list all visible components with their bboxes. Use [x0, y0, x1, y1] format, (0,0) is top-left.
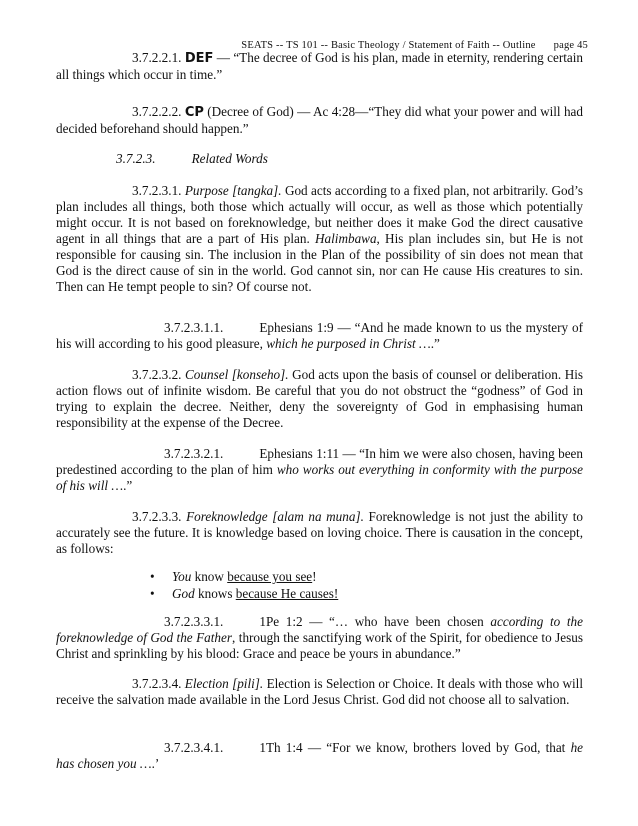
paragraph-text: God acts upon the basis of counsel or deliberation. His action flows out of infinite wisdom. Be careful that you do not obstruct the “godness” of God in trying to explain the decree. Neither, deny the sovereignty of God in emphasising human responsibility at the expense of the Decree.	[56, 367, 584, 430]
paragraph-1th-1-4	[56, 740, 583, 772]
italic-word: Halimbawa	[315, 231, 377, 246]
paragraph-cp	[56, 104, 583, 137]
paragraph-text: — “The decree of God is his plan, made in eternity, rendering certain all things which occur in time.”	[56, 50, 583, 82]
paragraph-counsel	[56, 367, 583, 431]
bullet-list	[150, 568, 580, 602]
bullet-subject: God	[172, 586, 195, 601]
purpose-term: Purpose [tangka].	[184, 183, 282, 198]
section-number: 3.7.2.3.2.	[132, 367, 182, 382]
foreknowledge-term: Foreknowledge [alam na muna].	[186, 509, 364, 524]
paragraph-def	[56, 50, 583, 83]
bullet-end: !	[312, 569, 317, 584]
closing-quote: .’	[151, 756, 160, 771]
section-number: 3.7.2.2.1.	[132, 50, 182, 65]
section-number: 3.7.2.3.1.	[132, 183, 182, 198]
bullet-verb: knows	[194, 586, 236, 601]
bullet-icon: •	[150, 586, 155, 601]
paragraph-text: Foreknowledge is not just the ability to accurately see the future. It is knowledge based on loving choice. There is causation in the concept, as follows:	[56, 509, 584, 556]
def-term: DEF	[184, 51, 214, 66]
paragraph-eph-1-11	[56, 446, 583, 494]
paragraph-foreknowledge	[56, 509, 583, 557]
paragraph-1pe-1-2	[56, 614, 583, 662]
paragraph-eph-1-9	[56, 320, 583, 352]
page-number: page 45	[553, 40, 588, 51]
paragraph-purpose	[56, 183, 583, 295]
section-number: 3.7.2.3.4.	[132, 676, 182, 691]
counsel-term: Counsel [konseho].	[185, 367, 289, 382]
header-title: SEATS -- TS 101 -- Basic Theology / Statement of Faith -- Outline	[241, 40, 536, 51]
bullet-underlined: because you see	[227, 569, 313, 584]
bullet-underlined: because He causes!	[235, 586, 339, 601]
paragraph-text: Ephesians 1:11 — “In him we were also chosen, having been predestined according to the plan of him	[56, 446, 583, 477]
list-item	[150, 585, 580, 602]
bullet-verb: know	[191, 569, 228, 584]
paragraph-text-cont: , through the sanctifying work of the Spirit, for obedience to Jesus Christ and sprinkling by his blood: Grace and peace be yours in abundance.”	[56, 630, 583, 661]
section-number: 3.7.2.3.3.	[132, 509, 182, 524]
paragraph-text: (Decree of God) — Ac 4:28—“They did what your power and will had decided beforehand should happen.”	[56, 104, 583, 136]
paragraph-text: Ephesians 1:9 — “And he made known to us the mystery of his will according to his good pleasure,	[56, 320, 583, 351]
election-term: Election [pili].	[184, 676, 264, 691]
cp-term: CP	[184, 105, 204, 120]
italic-phrase: which he purposed in Christ …	[266, 336, 431, 351]
section-number: 3.7.2.2.2.	[132, 104, 182, 119]
paragraph-text: God acts according to a fixed plan, not arbitrarily. God’s plan includes all things, both those which actually will occur, as well as those which potentially might occur. It is not based on foreknowledge, but neither does it make God the direct causative agent in all things that are a part of His plan.	[56, 183, 584, 246]
bullet-icon: •	[150, 569, 155, 584]
section-number: 3.7.2.3.1.1.	[164, 320, 224, 335]
closing-quote: .”	[123, 478, 133, 493]
italic-phrase: who works out everything in conformity with the purpose of his will …	[56, 462, 583, 493]
bullet-subject: You	[172, 569, 192, 584]
section-number: 3.7.2.3.	[116, 151, 156, 166]
italic-phrase: he has chosen you …	[56, 740, 584, 771]
paragraph-text-cont: , His plan includes sin, but He is not responsible for causing sin. The inclusion in the Plan of the possibility of sin does not mean that God is the direct cause of sin in the world. God cannot sin, nor can He cause His creatures to sin. Then can He tempt people to sin? Of course not.	[56, 231, 583, 294]
italic-phrase: according to the foreknowledge of God the Father	[56, 614, 584, 645]
paragraph-text: 1Pe 1:2 — “… who have been chosen	[259, 614, 484, 629]
section-number: 3.7.2.3.4.1.	[164, 740, 224, 755]
closing-quote: .”	[430, 336, 440, 351]
paragraph-text: Election is Selection or Choice. It deals with those who will receive the salvation made available in the Lord Jesus Christ. God did not choose all to salvation.	[56, 676, 584, 707]
paragraph-text: 1Th 1:4 — “For we know, brothers loved by God, that	[259, 740, 566, 755]
list-item	[150, 568, 580, 585]
section-number: 3.7.2.3.3.1.	[164, 614, 224, 629]
section-number: 3.7.2.3.2.1.	[164, 446, 224, 461]
section-heading	[56, 151, 583, 167]
section-title: Related Words	[191, 151, 268, 166]
paragraph-election	[56, 676, 583, 708]
